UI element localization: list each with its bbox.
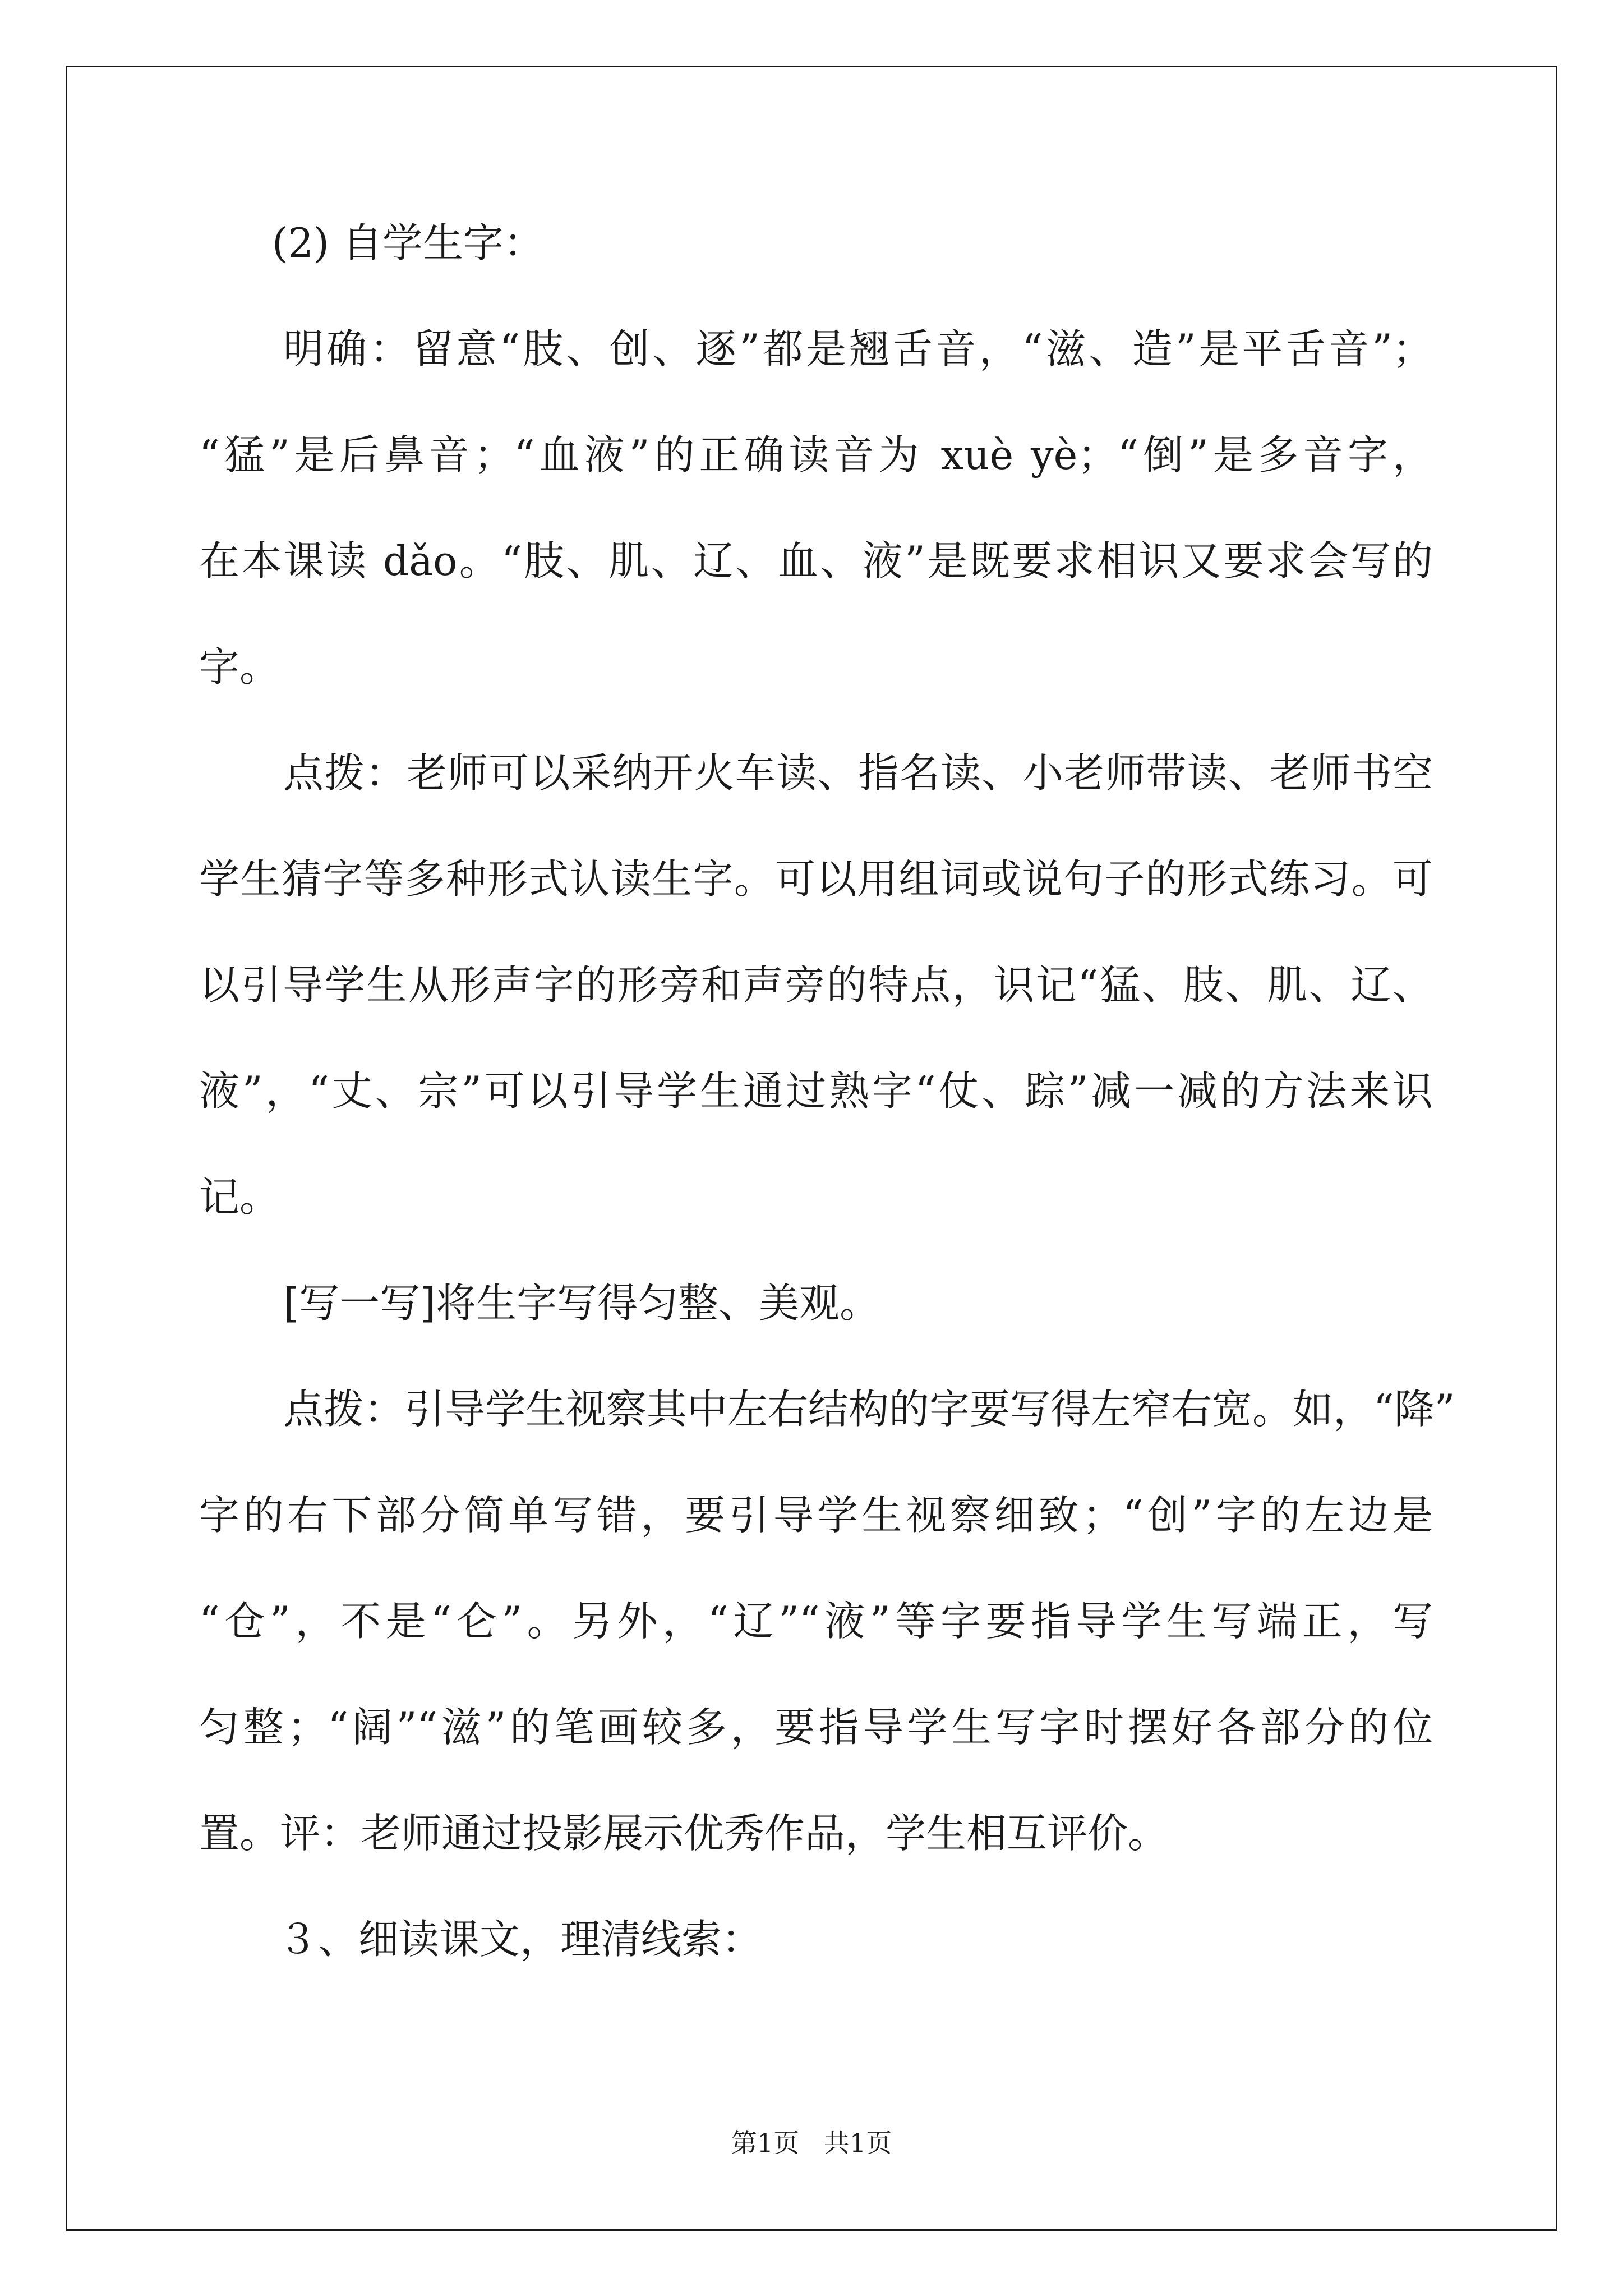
- paragraph-line: ３、细读课文，理清线索：: [278, 1916, 763, 1963]
- paragraph-line: [写一写]将生字写得匀整、美观。: [283, 1280, 880, 1327]
- page-footer: 第1页 共1页: [731, 2128, 892, 2158]
- paragraph-line: (2) 自学生字：: [272, 219, 544, 266]
- paragraph-line: 点拨：老师可以采纳开火车读、指名读、小老师带读、老师书空: [283, 749, 1433, 797]
- paragraph-line: 记。: [199, 1174, 280, 1221]
- paragraph-line: 液”，“丈、宗”可以引导学生通过熟字“仗、踪”减一减的方法来识: [199, 1068, 1433, 1115]
- paragraph-line: 置。评：老师通过投影展示优秀作品，学生相互评价。: [199, 1810, 1169, 1857]
- paragraph-line: “仓”，不是“仑”。另外，“辽”“液”等字要指导学生写端正，写: [199, 1598, 1433, 1645]
- page-border: [66, 66, 1557, 2231]
- paragraph-line: 字。: [199, 643, 280, 691]
- paragraph-line: 学生猜字等多种形式认读生字。可以用组词或说句子的形式练习。可: [199, 855, 1433, 903]
- paragraph-line: “猛”是后鼻音；“血液”的正确读音为 xuè yè；“倒”是多音字，: [199, 431, 1433, 478]
- paragraph-line: 在本课读 dǎo。“肢、肌、辽、血、液”是既要求相识又要求会写的: [199, 537, 1433, 585]
- paragraph-line: 匀整；“阔”“滋”的笔画较多，要指导学生写字时摆好各部分的位: [199, 1704, 1433, 1751]
- paragraph-line: 字的右下部分简单写错，要引导学生视察细致；“创”字的左边是: [199, 1492, 1433, 1539]
- paragraph-line: 点拨：引导学生视察其中左右结构的字要写得左窄右宽。如，“降”: [283, 1386, 1455, 1433]
- paragraph-line: 以引导学生从形声字的形旁和声旁的特点，识记“猛、肢、肌、辽、: [199, 961, 1433, 1009]
- paragraph-line: 明确：留意“肢、创、逐”都是翘舌音，“滋、造”是平舌音”；: [283, 325, 1433, 372]
